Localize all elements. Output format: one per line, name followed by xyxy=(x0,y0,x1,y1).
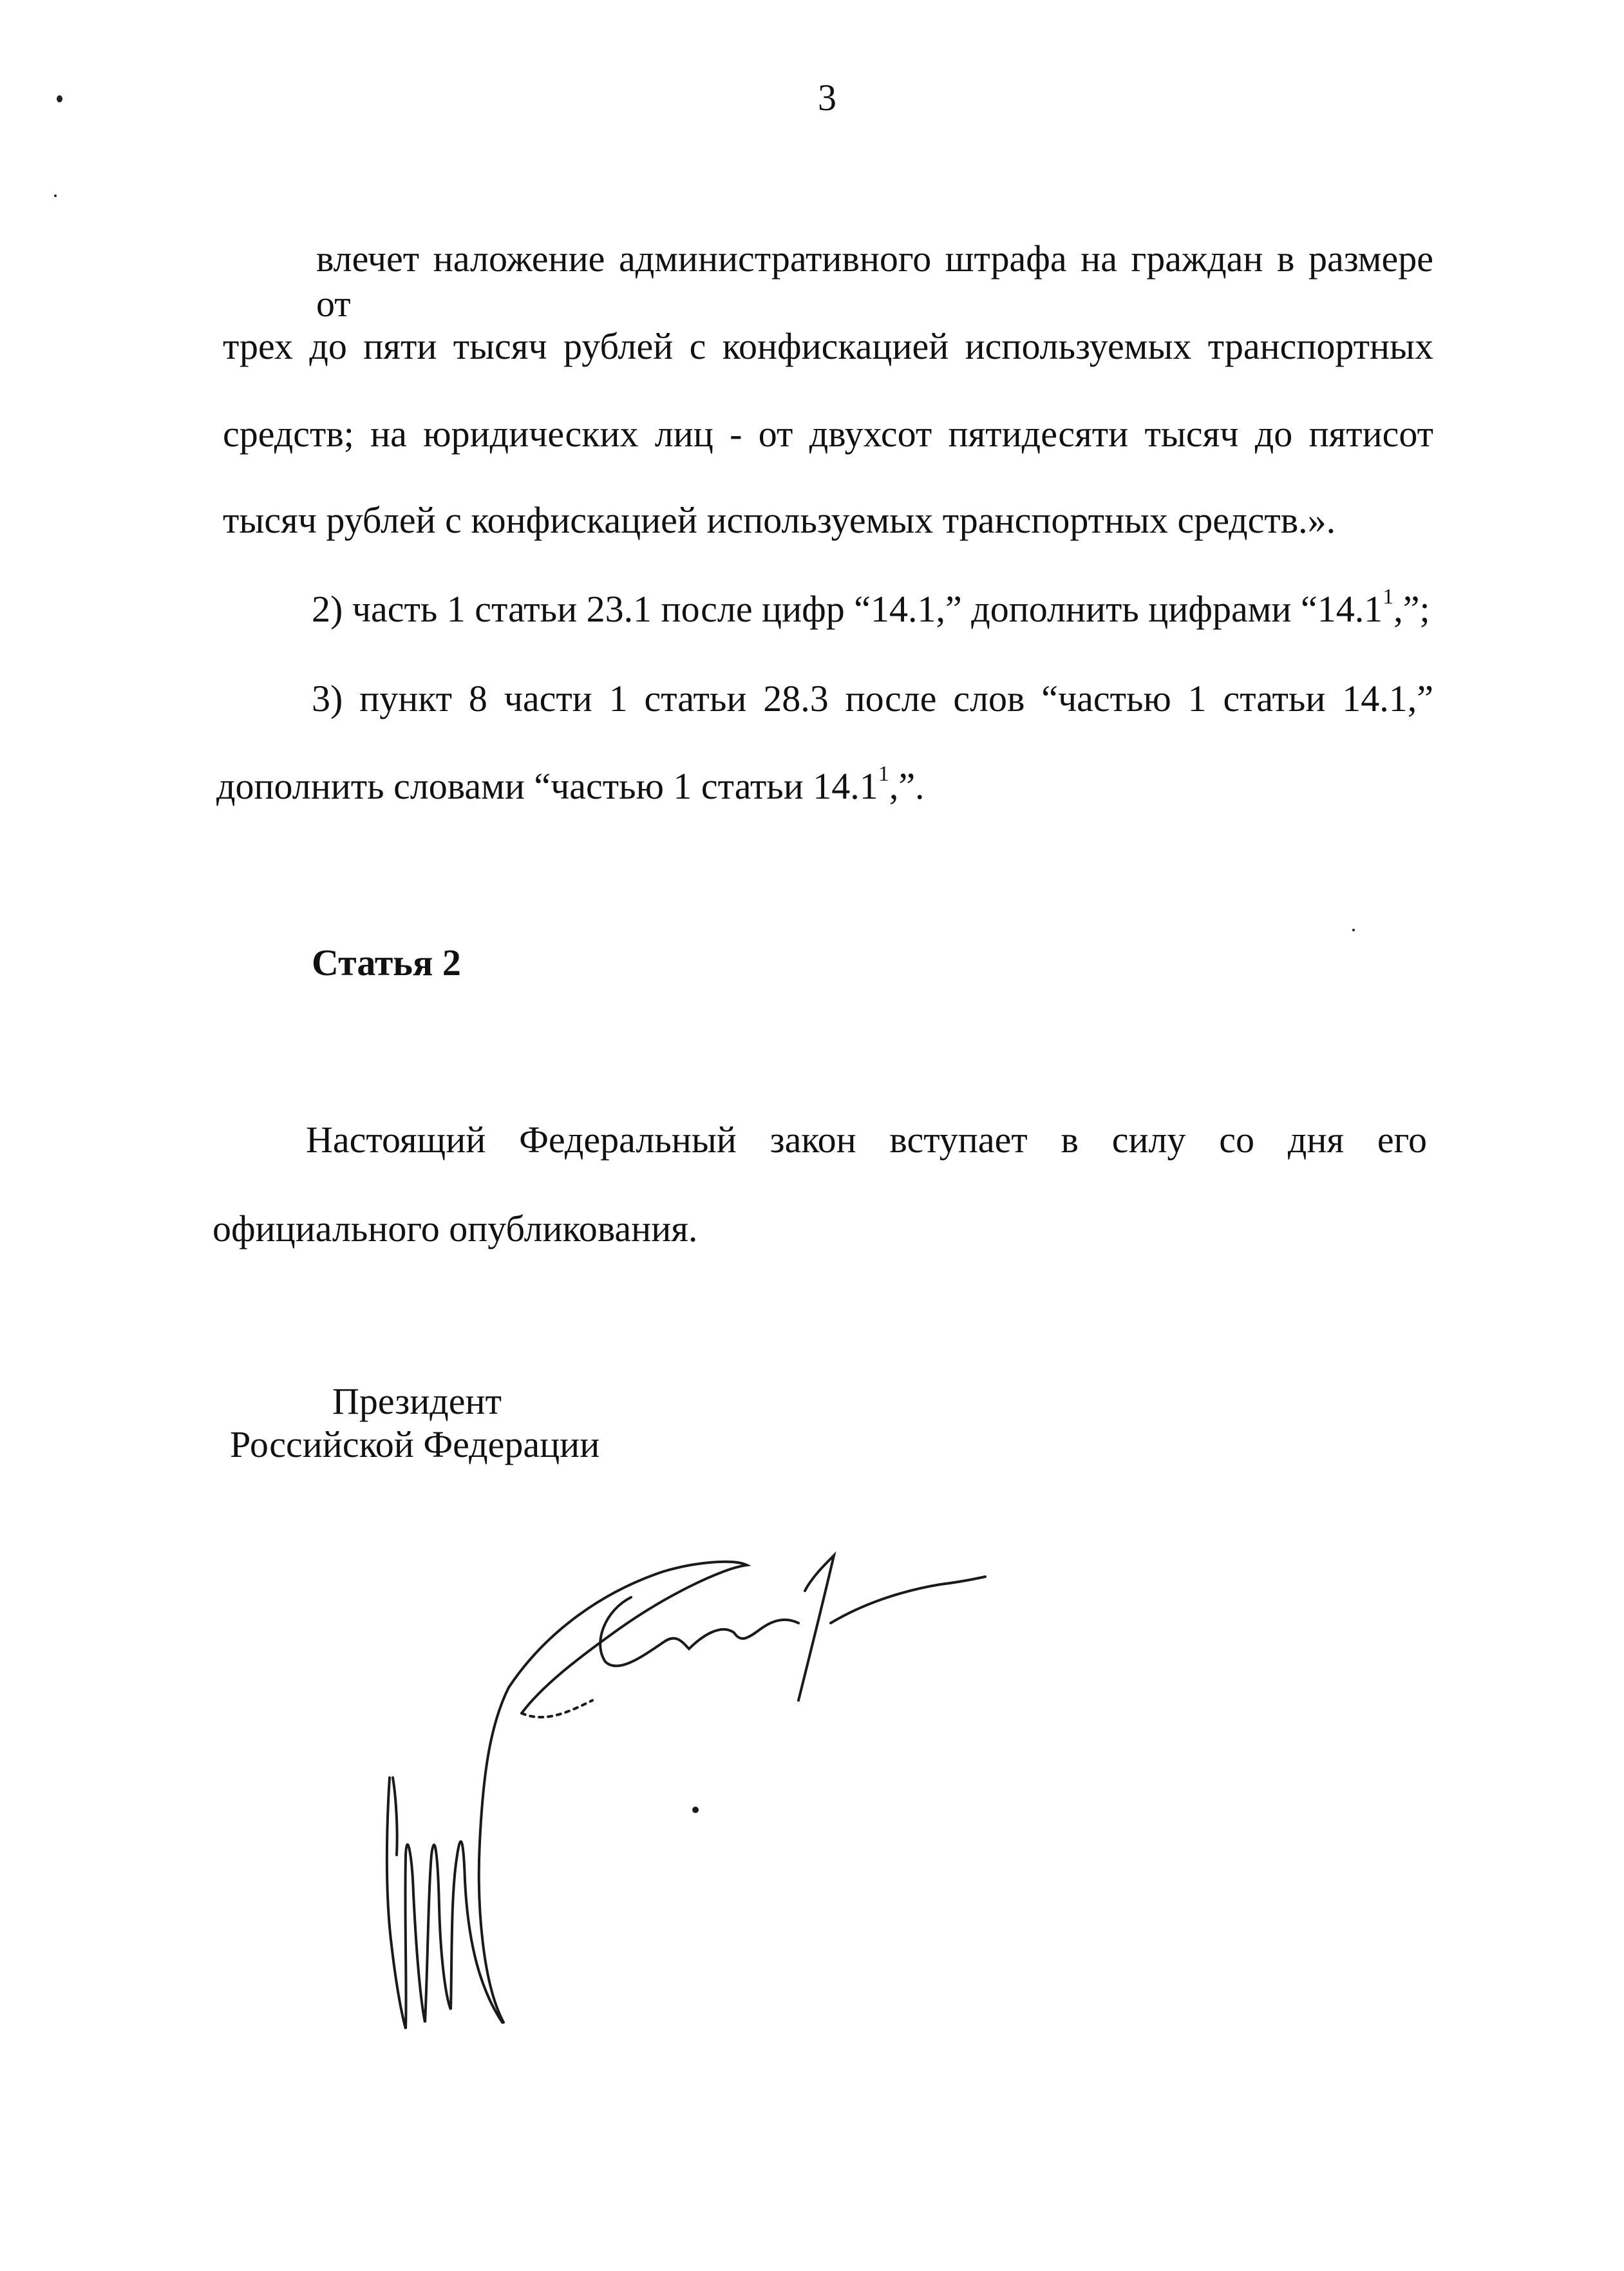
item-tail: ,”. xyxy=(889,765,925,807)
superscript: 1 xyxy=(878,762,889,786)
superscript: 1 xyxy=(1383,585,1394,609)
scan-speck xyxy=(54,195,57,197)
amendment-item-3-cont xyxy=(216,764,925,809)
page-number: 3 xyxy=(818,77,836,119)
article2-text: Настоящий Федеральный закон вступает в силу со дня его xyxy=(306,1119,1427,1161)
amendment-item-3: 3) пункт 8 части 1 статьи 28.3 после слов “частью 1 статьи 14.1,” xyxy=(312,678,1433,719)
scan-speck xyxy=(57,95,62,102)
signatory-title: Российской Федерации xyxy=(230,1423,600,1465)
item-text: дополнить словами “частью 1 статьи 14.1 xyxy=(216,765,878,807)
signatory-title: Президент xyxy=(332,1380,502,1422)
item-text: 2) часть 1 статьи 23.1 после цифр “14.1,” дополнить цифрами “14.1 xyxy=(312,588,1383,630)
scan-speck xyxy=(1352,929,1355,931)
signature xyxy=(361,1494,1166,2074)
amendment-item-2 xyxy=(312,587,1430,632)
body-line: трех до пяти тысяч рублей с конфискацией используемых транспортных xyxy=(223,325,1433,367)
body-line: средств; на юридических лиц - от двухсот пятидесяти тысяч до пятисот xyxy=(223,413,1433,455)
article-heading: Статья 2 xyxy=(312,942,461,983)
body-line: тысяч рублей с конфискацией используемых транспортных средств.». xyxy=(223,499,1336,541)
item-tail: ,”; xyxy=(1393,588,1430,630)
body-line: влечет наложение административного штрафа на граждан в размере от xyxy=(316,238,1433,325)
article2-text: официального опубликования. xyxy=(212,1208,698,1250)
